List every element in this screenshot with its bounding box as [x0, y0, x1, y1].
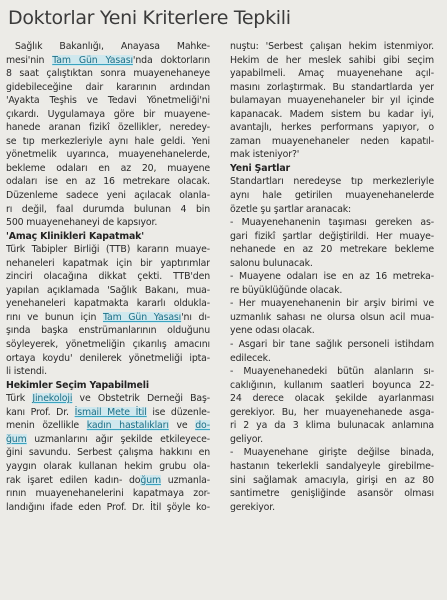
- body-text-line: - Muayenehanedeki bütün alanların sı-: [230, 366, 434, 378]
- body-text-line: zinciri olacağına dikkat çekti. TTB'den: [6, 271, 210, 283]
- body-text-line: özetle şu şartlar aranacak:: [230, 203, 352, 215]
- body-text-line: 8 saat çalıştıktan sonra muayenehaneye: [6, 68, 210, 80]
- body-text-line: - Muayenehanenin taşıması gereken as-: [230, 217, 434, 229]
- body-text-line: Hekim de her meslek sahibi gibi seçim: [230, 54, 434, 66]
- body-text-line: salonu bulunacak.: [230, 257, 313, 269]
- section-heading: Hekimler Seçim Yapabilmeli: [6, 379, 149, 391]
- body-text-line: edilecek.: [230, 352, 271, 364]
- article-column-left: [6, 40, 210, 514]
- body-text-line: bekleme odaları en az 20, muayene: [6, 162, 210, 174]
- body-text-line: kapanacak. Madem sistem bu kadar iyi,: [230, 108, 434, 120]
- body-text-line: - Her muayenehanenin bir arşiv birimi ve: [230, 298, 434, 310]
- body-text-line: ri 2 ya da 3 klima bulunacak anlamına: [230, 420, 434, 432]
- body-text-line: menin özellikle kadın hastalıkları ve do-: [6, 420, 210, 432]
- highlighted-term: ğum: [140, 474, 161, 486]
- body-text-line: sini sağlamak amacıyla, girişi en az 80: [230, 474, 434, 486]
- body-text-line: nuştu: 'Serbest çalışan hekim istenmiyor.: [230, 41, 434, 52]
- highlighted-term: do-: [195, 420, 210, 432]
- article-title: Doktorlar Yeni Kriterlere Tepkili: [8, 7, 291, 29]
- highlighted-term: İsmail Mete İtil: [74, 406, 147, 418]
- body-text-line: yene odası olacak.: [230, 325, 315, 337]
- body-text-line: bulamayan muayenehaneler bir yıl içinde: [230, 95, 434, 107]
- body-text-line: uzmanlık sahası ne olursa olsun acil mua-: [230, 311, 434, 323]
- body-text-line: yapabilmeli. Amaç muayenehane açıl-: [230, 68, 434, 80]
- body-text-line: - Asgari bir tane sağlık personeli istihdam: [230, 339, 434, 351]
- body-text-line: şında başka enstrümanlarının olduğunu: [6, 325, 210, 337]
- body-text-line: landığını ifade eden Prof. Dr. İtil şöyle ko-: [6, 501, 210, 513]
- body-text-line: avantajlı, herkes performans yapıyor, o: [230, 122, 434, 134]
- body-text-line: masını zorlaştırmak. Bu standartlarda yer: [230, 81, 434, 93]
- section-heading: Yeni Şartlar: [230, 162, 290, 174]
- highlighted-term: ğum: [6, 433, 27, 445]
- body-text-line: rının muayenehanelerini kapatmaya zor-: [6, 488, 210, 500]
- body-text-line: mak isteniyor?': [230, 149, 300, 161]
- body-text-line: zaman muayenehaneler neden kapatıl-: [230, 135, 434, 147]
- body-text-line: - Muayenehane girişte değilse binada,: [230, 447, 434, 459]
- body-text-line: ğum uzmanlarını ağır şekilde etkileyece-: [6, 433, 210, 445]
- body-text-line: nehanede en az 20 metrekare bekleme: [230, 244, 434, 256]
- body-text-line: re büyüklüğünde olacak.: [230, 284, 343, 296]
- body-text-line: yönetmelik uyarınca, muayenehanelerde,: [6, 149, 210, 161]
- body-text-line: Türk Tabipler Birliği (TTB) kararın muaye-: [6, 244, 210, 256]
- body-text-line: 24 derece olacak şekilde ayarlanması: [230, 393, 434, 405]
- body-text-line: Standartları neredeyse tıp merkezleriyle: [230, 176, 434, 188]
- highlighted-term: kadın hastalıkları: [86, 420, 169, 432]
- body-text-line: nehaneleri kapatmak için bir yaptırımlar: [6, 257, 210, 269]
- body-text-line: kanı Prof. Dr. İsmail Mete İtil ise düzenle-: [6, 406, 210, 418]
- highlighted-term: Tam Gün Yasası: [102, 311, 182, 323]
- body-text-line: odaları ise en az 16 metrekare olacak.: [6, 176, 210, 188]
- body-text-line: 'Ayakta Teşhis ve Tedavi Yönetmeliği'ni: [6, 95, 210, 107]
- body-text-line: 500 muayenehaneyi de kapsıyor.: [6, 217, 158, 229]
- body-text-line: söyleyerek, yönetmeliğin çıkarılış amacını: [6, 339, 210, 351]
- body-text-line: ortaya koydu' denilerek yönetmeliği ipta-: [6, 352, 210, 364]
- body-text-line: - Muayene odaları ise en az 16 metreka-: [230, 271, 434, 283]
- body-text-line: geliyor.: [230, 433, 263, 445]
- body-text-line: gidebileceğine dair kararının ardından: [6, 81, 210, 93]
- body-text-line: rı değil, faal durumda bulunan 4 bin: [6, 203, 210, 215]
- body-text-line: gerekiyor.: [230, 501, 275, 513]
- body-text-line: mesi'nin Tam Gün Yasası'nda doktorların: [6, 54, 210, 66]
- body-text-line: Sağlık Bakanlığı, Anayasa Mahke-: [15, 41, 210, 52]
- body-text-line: ğini savundu. Serbest çalışma hakkını en: [6, 447, 210, 459]
- body-text-line: yaygın olarak kullanan hekim grubu ola-: [6, 460, 210, 472]
- body-text-line: çıkardı. Uygulamaya göre bir muayene-: [6, 108, 210, 120]
- body-text-line: aynı hale getirilen muayenehanelerde: [230, 190, 434, 202]
- body-text-line: gari fizikî şartlar değiştirildi. Her muaye-: [230, 230, 434, 242]
- highlighted-term: Tam Gün Yasası: [52, 54, 133, 66]
- body-text-line: santimetre genişliğinde asansör olması: [230, 488, 434, 500]
- body-text-line: hastanın tekerlekli sandalyeyle girebilme-: [230, 460, 434, 472]
- body-text-line: Türk Jinekoloji ve Obstetrik Derneği Baş-: [6, 393, 210, 405]
- body-text-line: Düzenleme sadece yeni açılacak olanla-: [6, 190, 210, 202]
- body-text-line: rını ve bunun için Tam Gün Yasası'nı dı-: [6, 311, 210, 323]
- body-text-line: caklığının, kullanım saatleri boyunca 22-: [230, 379, 434, 391]
- body-text-line: li istendi.: [6, 366, 47, 378]
- highlighted-term: Jinekoloji: [32, 393, 73, 405]
- body-text-line: rak işaret edilen kadın- doğum uzmanla-: [6, 474, 210, 486]
- body-text-line: yenehaneleri kapatmakta kararlı oldukla-: [6, 298, 210, 310]
- body-text-line: se tıp merkezleriyle aynı hale geldi. Yeni: [6, 135, 210, 147]
- body-text-line: hanede aranan fizikî özellikler, neredey-: [6, 122, 210, 134]
- section-heading: 'Amaç Klinikleri Kapatmak': [6, 230, 144, 242]
- body-text-line: gerekiyor. Bu, her muayenehanede asga-: [230, 406, 434, 418]
- body-text-line: yapılan açıklamada 'Sağlık Bakanı, mua-: [6, 284, 210, 296]
- article-column-right: [230, 40, 434, 514]
